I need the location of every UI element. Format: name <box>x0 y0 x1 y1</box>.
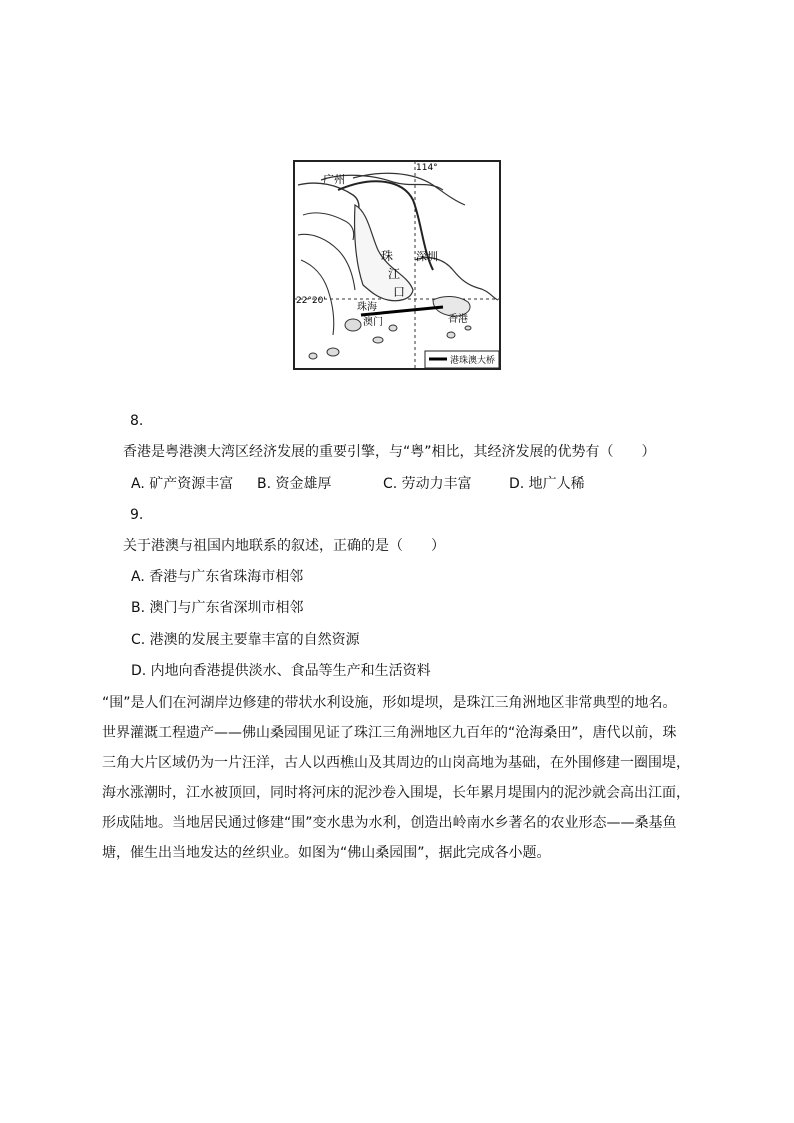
label-longitude: 114° <box>416 163 438 173</box>
label-kou: 口 <box>393 285 406 299</box>
q8-option-b[interactable]: B. 资金雄厚 <box>257 476 332 492</box>
q8-option-c[interactable]: C. 劳动力丰富 <box>383 476 472 492</box>
passage-line: “围”是人们在河湖岸边修建的带状水利设施，形如堤坝，是珠江三角洲地区非常典型的地名。 <box>102 695 677 711</box>
label-jiang: 江 <box>388 267 401 281</box>
passage-line: 形成陆地。当地居民通过修建“围”变水患为水利，创造出岭南水乡著名的农业形态——桑基鱼 <box>102 815 677 831</box>
map-frame <box>294 161 500 369</box>
label-xianggang: 香港 <box>448 314 468 325</box>
island <box>327 348 339 356</box>
island <box>309 353 317 359</box>
label-latitude: 22°20' <box>296 296 326 306</box>
label-shenzhen: 深圳 <box>416 250 438 263</box>
passage-line: 世界灌溉工程遗产——佛山桑园围见证了珠江三角洲地区九百年的“沧海桑田”，唐代以前，珠 <box>102 725 677 741</box>
q8-number: 8. <box>130 413 144 429</box>
q8-stem: 香港是粤港澳大湾区经济发展的重要引擎，与“粤”相比，其经济发展的优势有（ ） <box>123 444 656 460</box>
pearl-river-delta-map <box>293 160 501 370</box>
passage <box>102 688 702 868</box>
q8-option-a[interactable]: A. 矿产资源丰富 <box>131 476 234 492</box>
q9-number: 9. <box>130 507 144 523</box>
island <box>345 319 361 331</box>
q8-options <box>131 474 585 494</box>
q9-option-c[interactable]: C. 港澳的发展主要靠丰富的自然资源 <box>131 632 360 648</box>
legend-label: 港珠澳大桥 <box>450 356 496 366</box>
label-guangzhou: 广州 <box>323 173 345 186</box>
island <box>447 332 455 338</box>
q8-option-d[interactable]: D. 地广人稀 <box>509 476 585 492</box>
passage-line: 三角大片区域仍为一片汪洋，古人以西樵山及其周边的山岗高地为基础，在外围修建一圈围堤， <box>102 755 690 771</box>
passage-line: 海水涨潮时，江水被顶回，同时将河床的泥沙卷入围堤，长年累月堤围内的泥沙就会高出江面， <box>102 785 690 801</box>
island <box>465 326 471 330</box>
q9-stem: 关于港澳与祖国内地联系的叙述，正确的是（ ） <box>123 538 445 554</box>
q9-option-d[interactable]: D. 内地向香港提供淡水、食品等生产和生活资料 <box>131 663 431 679</box>
island <box>389 325 397 331</box>
label-zhu: 珠 <box>381 249 394 263</box>
island <box>373 337 383 343</box>
map-svg <box>293 160 501 370</box>
q9-option-b[interactable]: B. 澳门与广东省深圳市相邻 <box>131 600 304 616</box>
label-zhuhai: 珠海 <box>357 302 377 313</box>
passage-line: 塘，催生出当地发达的丝织业。如图为“佛山桑园围”，据此完成各小题。 <box>102 845 551 861</box>
q9-option-a[interactable]: A. 香港与广东省珠海市相邻 <box>131 569 304 585</box>
label-aomen: 澳门 <box>363 317 383 328</box>
